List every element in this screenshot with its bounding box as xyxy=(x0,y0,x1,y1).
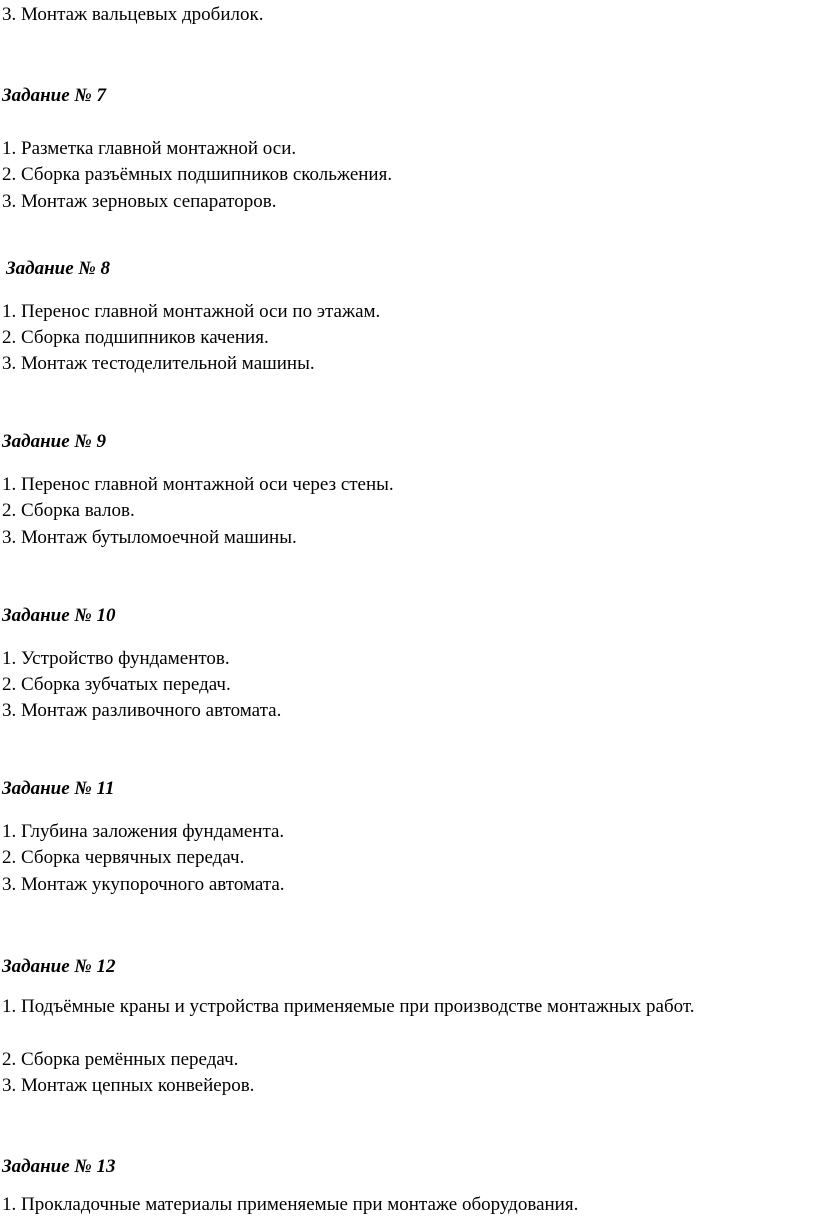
task-9-heading: Задание № 9 xyxy=(2,431,107,452)
task-11-heading: Задание № 11 xyxy=(2,778,115,799)
task-8-item-1: 1. Перенос главной монтажной оси по этажам. xyxy=(2,301,381,322)
task-13-item-1: 1. Прокладочные материалы применяемые при монтаже оборудования. xyxy=(2,1194,579,1215)
task-12-item-3: 3. Монтаж цепных конвейеров. xyxy=(2,1075,255,1096)
task-12-item-1: 1. Подъёмные краны и устройства применяемые при производстве монтажных работ. xyxy=(2,996,695,1017)
task-7-heading: Задание № 7 xyxy=(2,85,107,106)
task-8-item-2: 2. Сборка подшипников качения. xyxy=(2,327,269,348)
task-11-item-1: 1. Глубина заложения фундамента. xyxy=(2,821,285,842)
task-12-heading: Задание № 12 xyxy=(2,956,116,977)
task-12-item-2: 2. Сборка ремённых передач. xyxy=(2,1049,239,1070)
task-10-item-1: 1. Устройство фундаментов. xyxy=(2,648,230,669)
task-7-item-2: 2. Сборка разъёмных подшипников скольжения. xyxy=(2,164,393,185)
task-9-item-1: 1. Перенос главной монтажной оси через стены. xyxy=(2,474,394,495)
task-9-item-3: 3. Монтаж бутыломоечной машины. xyxy=(2,527,297,548)
task-7-item-1: 1. Разметка главной монтажной оси. xyxy=(2,138,297,159)
task-10-item-3: 3. Монтаж разливочного автомата. xyxy=(2,700,282,721)
task-6-item-3: 3. Монтаж вальцевых дробилок. xyxy=(2,4,264,25)
task-13-heading: Задание № 13 xyxy=(2,1156,116,1177)
task-7-item-3: 3. Монтаж зерновых сепараторов. xyxy=(2,191,277,212)
task-8-item-3: 3. Монтаж тестоделительной машины. xyxy=(2,353,315,374)
task-10-item-2: 2. Сборка зубчатых передач. xyxy=(2,674,231,695)
task-9-item-2: 2. Сборка валов. xyxy=(2,500,135,521)
task-10-heading: Задание № 10 xyxy=(2,605,116,626)
task-8-heading: Задание № 8 xyxy=(6,258,111,279)
task-11-item-3: 3. Монтаж укупорочного автомата. xyxy=(2,874,285,895)
task-11-item-2: 2. Сборка червячных передач. xyxy=(2,847,245,868)
